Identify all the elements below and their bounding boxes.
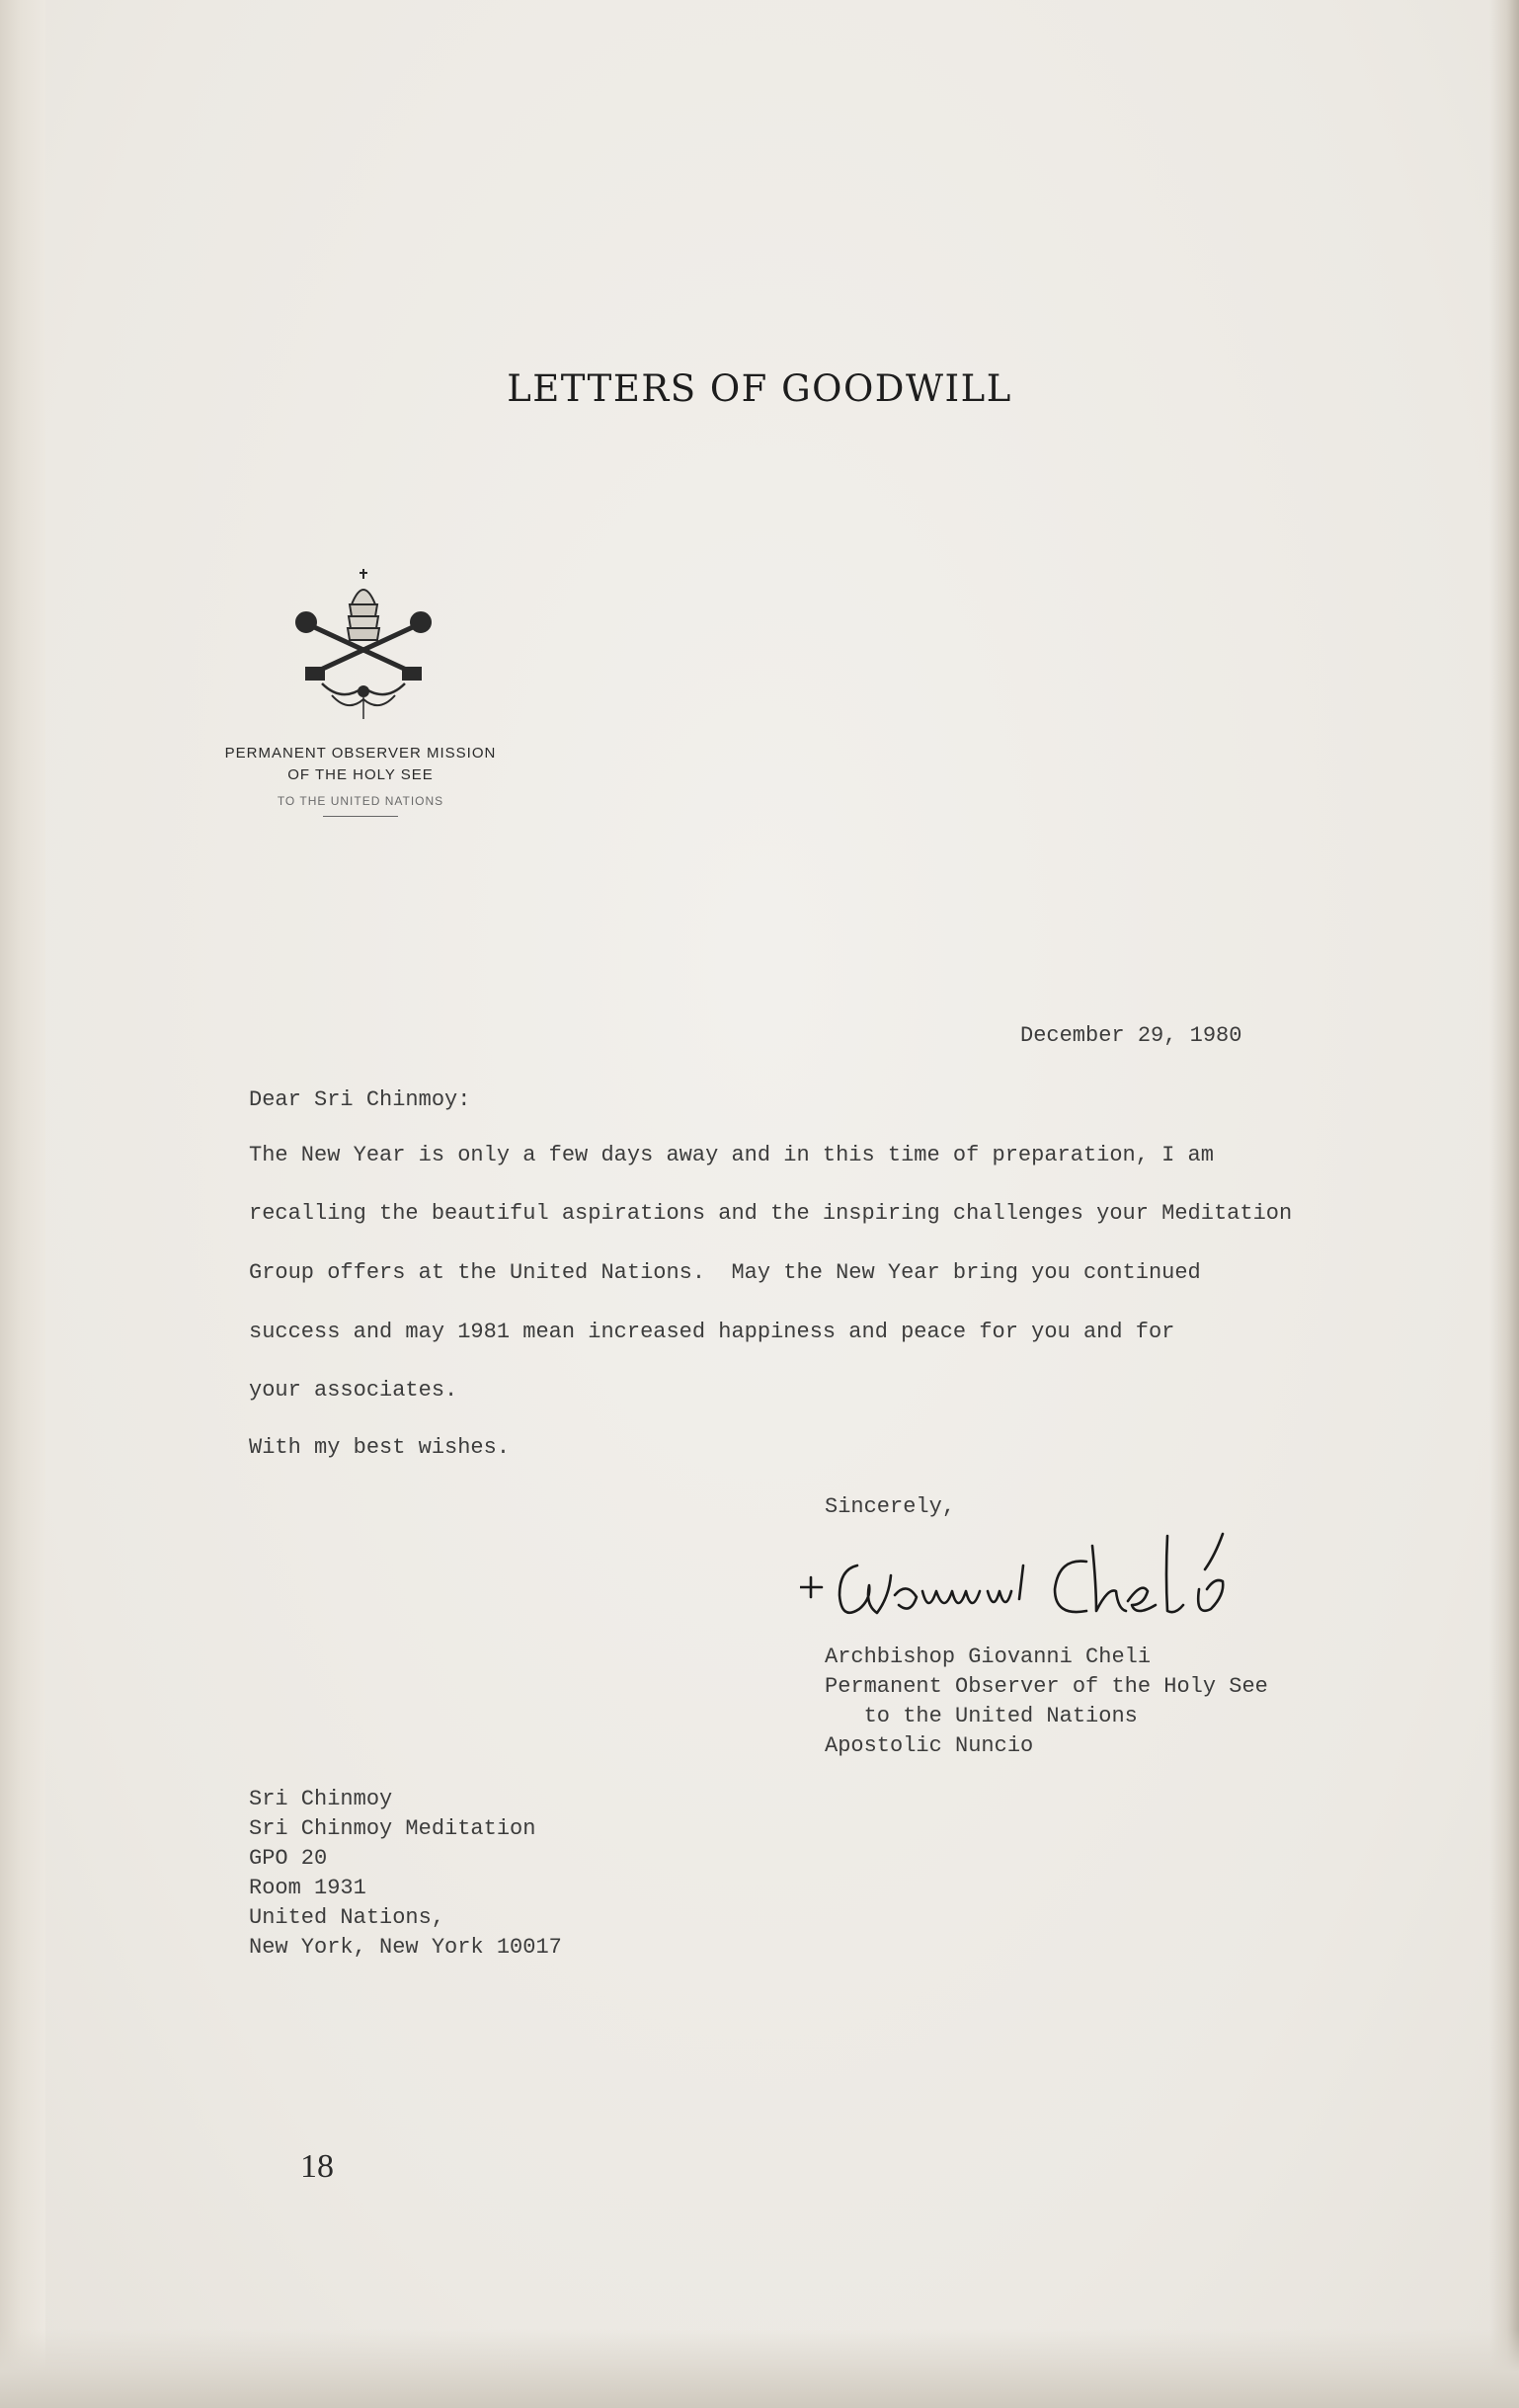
page-edge-shadow	[1489, 0, 1519, 2408]
letter-body-line: The New Year is only a few days away and in this time of preparation, I am	[249, 1143, 1214, 1167]
address-line: New York, New York 10017	[249, 1935, 562, 1960]
page-bottom-edge	[0, 2329, 1519, 2408]
signatory-title: to the United Nations	[825, 1704, 1138, 1728]
letter-body-line: success and may 1981 mean increased happiness and peace for you and for	[249, 1320, 1175, 1344]
letter-salutation: Dear Sri Chinmoy:	[249, 1087, 471, 1112]
recipient-address	[249, 1785, 562, 1963]
page-title: LETTERS OF GOODWILL	[507, 367, 1012, 410]
letter-date: December 29, 1980	[1020, 1023, 1242, 1048]
address-line: Room 1931	[249, 1876, 366, 1900]
signatory-title: Apostolic Nuncio	[825, 1733, 1034, 1758]
papal-coat-of-arms-icon	[292, 565, 435, 723]
signatory-title: Permanent Observer of the Holy See	[825, 1674, 1268, 1699]
letterhead-line: TO THE UNITED NATIONS	[277, 794, 444, 808]
letter-sign-off: Sincerely,	[825, 1494, 956, 1519]
letterhead-divider	[323, 816, 398, 817]
letter-body-line: your associates.	[249, 1378, 458, 1403]
address-line: United Nations,	[249, 1905, 445, 1930]
letter-body-line: recalling the beautiful aspirations and the inspiring challenges your Meditation	[249, 1201, 1293, 1226]
page-number: 18	[300, 2148, 334, 2185]
address-line: Sri Chinmoy Meditation	[249, 1816, 536, 1841]
handwritten-signature	[800, 1526, 1373, 1635]
address-line: GPO 20	[249, 1846, 328, 1871]
letter-closing: With my best wishes.	[249, 1435, 511, 1460]
signatory-block	[825, 1643, 1268, 1761]
address-line: Sri Chinmoy	[249, 1787, 393, 1811]
letterhead-line: PERMANENT OBSERVER MISSION	[224, 745, 497, 762]
letter-body-line: Group offers at the United Nations. May the New Year bring you continued	[249, 1260, 1201, 1285]
letterhead	[198, 743, 523, 817]
letterhead-line: OF THE HOLY SEE	[287, 766, 434, 783]
signatory-name: Archbishop Giovanni Cheli	[825, 1645, 1152, 1669]
page-gutter-shadow	[0, 0, 45, 2408]
